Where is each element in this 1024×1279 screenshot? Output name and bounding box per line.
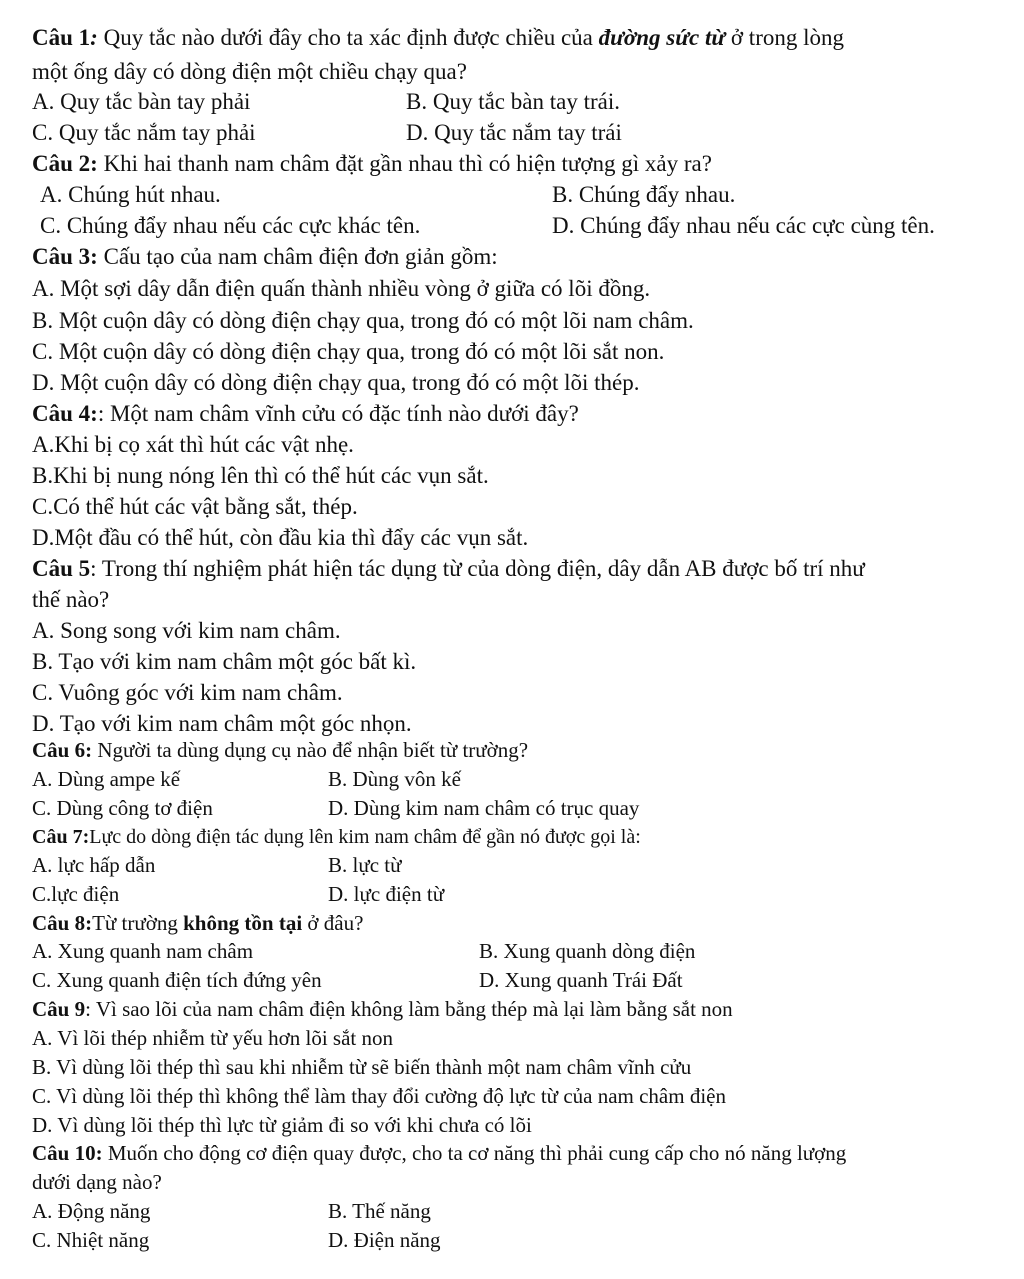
- q9-option-c: C. Vì dùng lõi thép thì không thể làm thay đổi cường độ lực từ của nam châm điện: [32, 1084, 726, 1108]
- q10-option-d: D. Điện năng: [328, 1228, 441, 1252]
- question-10: [32, 1143, 846, 1164]
- question-label: Câu 6:: [32, 738, 93, 762]
- question-label: Câu 10:: [32, 1141, 103, 1165]
- question-10-line2: dưới dạng nào?: [32, 1170, 162, 1194]
- q2-option-b: B. Chúng đẩy nhau.: [552, 182, 736, 207]
- q10-option-b: B. Thế năng: [328, 1199, 431, 1223]
- question-emphasis: không tồn tại: [183, 911, 303, 935]
- question-text: : Vì sao lõi của nam châm điện không làm bằng thép mà lại làm bằng sắt non: [85, 997, 733, 1021]
- q9-option-b: B. Vì dùng lõi thép thì sau khi nhiễm từ sẽ biến thành một nam châm vĩnh cửu: [32, 1055, 692, 1079]
- q10-option-a: A. Động năng: [32, 1199, 151, 1223]
- q9-option-a: A. Vì lõi thép nhiễm từ yếu hơn lõi sắt non: [32, 1026, 393, 1050]
- question-label: Câu 8:: [32, 911, 93, 935]
- question-text: Muốn cho động cơ điện quay được, cho ta cơ năng thì phải cung cấp cho nó năng lượng: [102, 1141, 847, 1165]
- question-text: Khi hai thanh nam châm đặt gần nhau thì có hiện tượng gì xảy ra?: [97, 151, 712, 176]
- q3-option-c: C. Một cuộn dây có dòng điện chạy qua, trong đó có một lõi sắt non.: [32, 339, 665, 364]
- question-label: Câu 5: [32, 556, 91, 581]
- question-label: Câu 2:: [32, 151, 98, 176]
- q2-option-c: C. Chúng đẩy nhau nếu các cực khác tên.: [40, 213, 421, 238]
- q5-option-d: D. Tạo với kim nam châm một góc nhọn.: [32, 711, 412, 736]
- q1-option-a: A. Quy tắc bàn tay phải: [32, 89, 251, 114]
- question-text: : Một nam châm vĩnh cửu có đặc tính nào dưới đây?: [97, 401, 579, 426]
- q7-option-b: B. lực từ: [328, 853, 402, 877]
- question-text-end: ở đâu?: [302, 911, 364, 935]
- q8-option-a: A. Xung quanh nam châm: [32, 939, 254, 963]
- q6-option-a: A. Dùng ampe kế: [32, 767, 181, 791]
- q8-option-c: C. Xung quanh điện tích đứng yên: [32, 968, 322, 992]
- question-label: Câu 4:: [32, 401, 98, 426]
- q1-option-b: B. Quy tắc bàn tay trái.: [406, 89, 620, 114]
- question-text: Người ta dùng dụng cụ nào để nhận biết từ trường?: [92, 738, 529, 762]
- q3-option-a: A. Một sợi dây dẫn điện quấn thành nhiều vòng ở giữa có lõi đồng.: [32, 276, 651, 301]
- q7-option-c: C.lực điện: [32, 882, 120, 906]
- question-9: [32, 999, 733, 1020]
- q2-option-d: D. Chúng đẩy nhau nếu các cực cùng tên.: [552, 213, 935, 238]
- question-label: Câu 1: [32, 25, 91, 50]
- q1-option-c: C. Quy tắc nắm tay phải: [32, 120, 256, 145]
- question-3: [32, 245, 498, 268]
- q7-option-d: D. lực điện từ: [328, 882, 445, 906]
- q6-option-b: B. Dùng vôn kế: [328, 767, 461, 791]
- q8-option-b: B. Xung quanh dòng điện: [479, 939, 696, 963]
- question-2: [32, 152, 712, 175]
- q6-option-d: D. Dùng kim nam châm có trục quay: [328, 796, 640, 820]
- q5-option-b: B. Tạo với kim nam châm một góc bất kì.: [32, 649, 417, 674]
- question-text: Từ trường: [92, 911, 184, 935]
- question-text: : Trong thí nghiệm phát hiện tác dụng từ của dòng điện, dây dẫn AB được bố trí như: [90, 556, 865, 581]
- question-label: Câu 7:: [32, 826, 90, 848]
- question-4: [32, 402, 579, 425]
- q4-option-d: D.Một đầu có thể hút, còn đầu kia thì đẩy các vụn sắt.: [32, 525, 529, 550]
- q1-option-d: D. Quy tắc nắm tay trái: [406, 120, 622, 145]
- q10-option-c: C. Nhiệt năng: [32, 1228, 150, 1252]
- q3-option-b: B. Một cuộn dây có dòng điện chạy qua, trong đó có một lõi nam châm.: [32, 308, 694, 333]
- q4-option-c: C.Có thể hút các vật bằng sắt, thép.: [32, 494, 358, 519]
- q8-option-d: D. Xung quanh Trái Đất: [479, 968, 683, 992]
- question-1-line2: một ống dây có dòng điện một chiều chạy qua?: [32, 59, 467, 84]
- question-7: [32, 827, 641, 847]
- question-text: Quy tắc nào dưới đây cho ta xác định được chiều của: [97, 25, 599, 50]
- q6-option-c: C. Dùng công tơ điện: [32, 796, 213, 820]
- q4-option-b: B.Khi bị nung nóng lên thì có thể hút các vụn sắt.: [32, 463, 489, 488]
- q3-option-d: D. Một cuộn dây có dòng điện chạy qua, trong đó có một lõi thép.: [32, 370, 640, 395]
- q5-option-a: A. Song song với kim nam châm.: [32, 618, 341, 643]
- question-text-end: ở trong lòng: [725, 25, 844, 50]
- question-text: Lực do dòng điện tác dụng lên kim nam châm để gần nó được gọi là:: [89, 826, 641, 848]
- question-label-colon: :: [90, 25, 98, 50]
- question-6: [32, 740, 528, 761]
- question-emphasis: đường sức từ: [598, 25, 726, 50]
- q9-option-d: D. Vì dùng lõi thép thì lực từ giảm đi so với khi chưa có lõi: [32, 1113, 532, 1137]
- q5-option-c: C. Vuông góc với kim nam châm.: [32, 680, 343, 705]
- question-label: Câu 3:: [32, 244, 98, 269]
- question-label: Câu 9: [32, 997, 86, 1021]
- question-5: [32, 557, 865, 580]
- question-8: [32, 913, 363, 934]
- q2-option-a: A. Chúng hút nhau.: [40, 182, 221, 207]
- question-5-line2: thế nào?: [32, 587, 110, 612]
- question-1: [32, 26, 844, 49]
- q7-option-a: A. lực hấp dẫn: [32, 853, 156, 877]
- question-text: Cấu tạo của nam châm điện đơn giản gồm:: [97, 244, 498, 269]
- q4-option-a: A.Khi bị cọ xát thì hút các vật nhẹ.: [32, 432, 354, 457]
